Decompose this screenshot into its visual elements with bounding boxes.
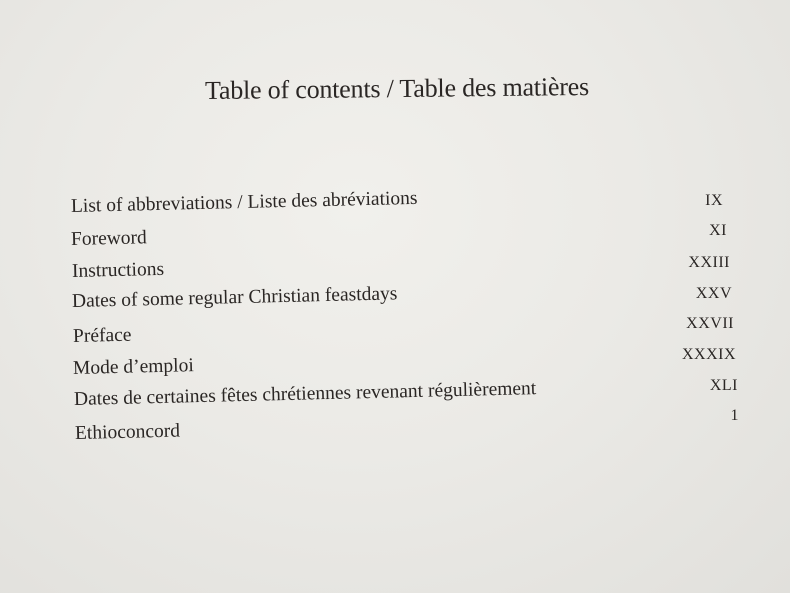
toc-entry-label: Dates of some regular Christian feastdays bbox=[71, 283, 398, 312]
toc-entry-page: IX bbox=[705, 192, 723, 209]
toc-entry-label: Mode d’emploi bbox=[72, 355, 194, 379]
toc-entry-page: XXVII bbox=[686, 315, 734, 332]
toc-entry-page: XXV bbox=[695, 285, 732, 302]
page-title: Table of contents / Table des matières bbox=[204, 71, 590, 106]
toc-entry-label: Ethioconcord bbox=[74, 420, 181, 444]
toc-entry-page: 1 bbox=[730, 407, 739, 424]
toc-entry-label: Dates de certaines fêtes chrétiennes revenant régulièrement bbox=[73, 378, 537, 410]
toc-entry-page: XI bbox=[709, 222, 727, 239]
toc-entry-page: XXIII bbox=[688, 254, 730, 271]
toc-entry-label: Préface bbox=[72, 324, 132, 347]
toc-entry-label: Foreword bbox=[70, 227, 148, 250]
toc-entry-label: List of abbreviations / Liste des abréviations bbox=[70, 187, 418, 217]
toc-entry-label: Instructions bbox=[71, 258, 165, 282]
toc-entry-page: XXXIX bbox=[681, 346, 736, 363]
toc-entry-page: XLI bbox=[709, 377, 738, 394]
